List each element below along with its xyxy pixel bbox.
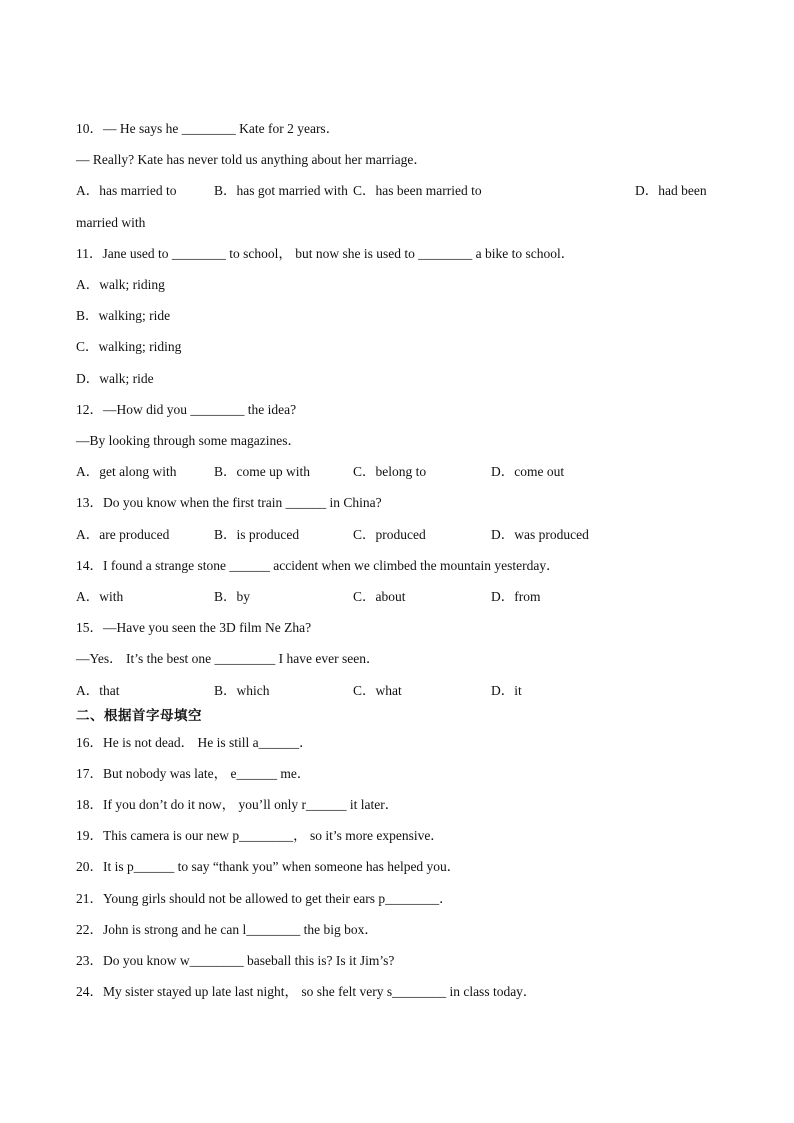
question-18: 18．If you don’t do it now， you’ll only r______ it later． <box>76 797 399 812</box>
question-15-option-a: A．that <box>76 683 120 698</box>
question-15-option-d: D．it <box>491 683 522 698</box>
question-14-stem: 14．I found a strange stone ______ accident when we climbed the mountain yesterday． <box>76 558 560 573</box>
question-12-option-b: B．come up with <box>214 464 310 479</box>
question-16: 16．He is not dead． He is still a______． <box>76 735 313 750</box>
question-20: 20．It is p______ to say “thank you” when someone has helped you． <box>76 859 461 874</box>
question-11-stem: 11．Jane used to ________ to school， but now she is used to ________ a bike to school． <box>76 246 575 261</box>
question-13-option-a: A．are produced <box>76 527 170 542</box>
question-14-option-a: A．with <box>76 589 124 604</box>
question-10-option-b: B．has got married with <box>214 183 348 198</box>
question-17: 17．But nobody was late， e______ me． <box>76 766 311 781</box>
question-10-option-d-continued: married with <box>76 215 146 230</box>
question-12-option-c: C．belong to <box>353 464 427 479</box>
question-13-option-c: C．produced <box>353 527 426 542</box>
question-10-stem: 10．— He says he ________ Kate for 2 years． <box>76 121 340 136</box>
question-11-option-a: A．walk; riding <box>76 277 165 292</box>
question-13-stem: 13．Do you know when the first train ______ in China? <box>76 495 382 510</box>
question-19: 19．This camera is our new p________， so it’s more expensive． <box>76 828 444 843</box>
question-14-option-b: B．by <box>214 589 251 604</box>
question-11-option-c: C．walking; riding <box>76 339 182 354</box>
question-12-stem: 12．—How did you ________ the idea? <box>76 402 297 417</box>
question-11-option-d: D．walk; ride <box>76 371 154 386</box>
question-15-stem: 15．—Have you seen the 3D film Ne Zha? <box>76 620 312 635</box>
section-2-title: 二、根据首字母填空 <box>76 708 202 724</box>
question-13-option-b: B．is produced <box>214 527 300 542</box>
question-12-reply: —By looking through some magazines． <box>76 433 301 448</box>
question-13-option-d: D．was produced <box>491 527 589 542</box>
question-14-option-c: C．about <box>353 589 406 604</box>
question-23: 23．Do you know w________ baseball this is? Is it Jim’s? <box>76 953 395 968</box>
question-10-reply: — Really? Kate has never told us anything about her marriage． <box>76 152 427 167</box>
question-10-option-d: D．had been <box>635 183 707 198</box>
question-11-option-b: B．walking; ride <box>76 308 171 323</box>
question-15-option-c: C．what <box>353 683 402 698</box>
question-10-option-a: A．has married to <box>76 183 177 198</box>
question-22: 22．John is strong and he can l________ the big box． <box>76 922 378 937</box>
question-12-option-d: D．come out <box>491 464 565 479</box>
question-14-option-d: D．from <box>491 589 541 604</box>
question-15-option-b: B．which <box>214 683 270 698</box>
question-21: 21．Young girls should not be allowed to get their ears p________． <box>76 891 453 906</box>
question-10-option-c: C．has been married to <box>353 183 482 198</box>
question-12-option-a: A．get along with <box>76 464 177 479</box>
question-15-reply: —Yes． It’s the best one _________ I have ever seen． <box>76 651 380 666</box>
question-24: 24．My sister stayed up late last night， so she felt very s________ in class today． <box>76 984 537 999</box>
